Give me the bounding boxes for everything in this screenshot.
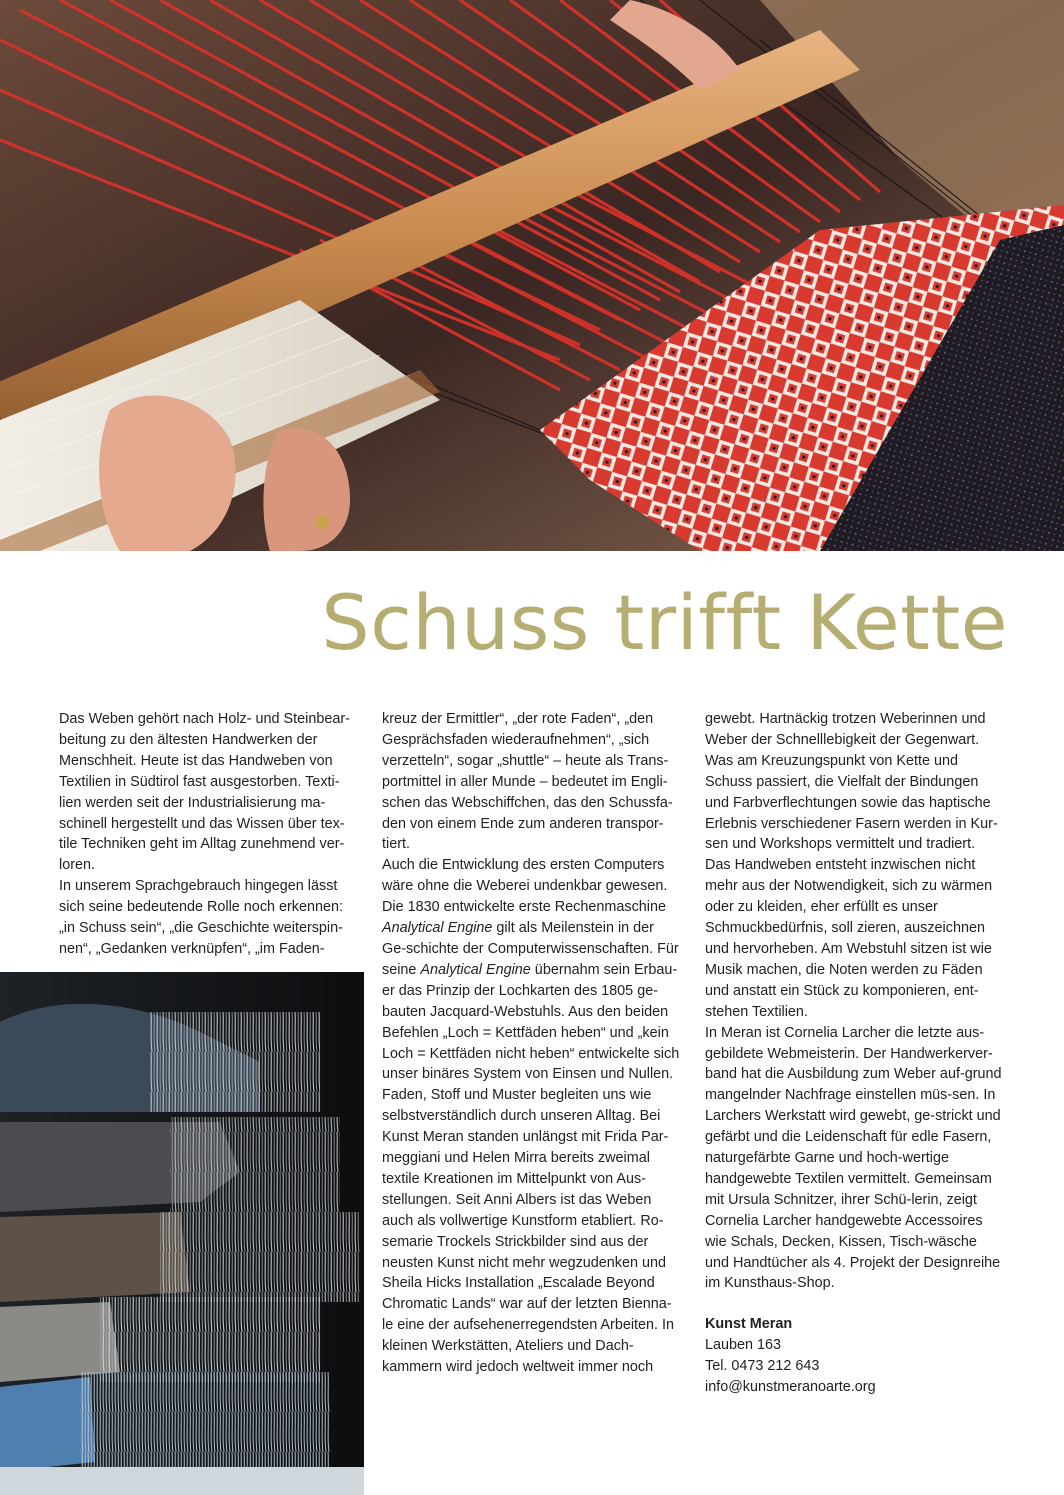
contact-block — [705, 1314, 1003, 1398]
text-run: Auch die Entwicklung des ersten Computers wäre ohne die Weberei undenkbar gewesen. Die 1830 entwickelte erste Rechenmaschine — [382, 857, 668, 916]
text-column-3 — [705, 709, 1003, 1398]
paragraph — [382, 709, 680, 855]
paragraph — [382, 855, 680, 1085]
text-run: übernahm sein Erbau-er das Prinzip der Lochkarten des 1805 ge-bauten Jacquard-Webstuhls. Aus den beiden Befehlen „Loch = Kettfäden heben“ und „kein Loch = Kettfäden nicht heben“ entwickelte sich unser binäres System von Einsen und Nullen. — [382, 961, 680, 1083]
paragraph — [382, 1085, 680, 1378]
paragraph: gewebt. Hartnäckig trotzen Weberinnen und Weber der Schnelllebigkeit der Gegenwart. Was am Kreuzungspunkt von Kette und Schuss passiert, die Vielfalt der Bindungen und Farbverflechtungen sowie das haptische Erlebnis verschiedener Fasern werden in Kur-sen und Workshops vermittelt und tradiert. — [705, 711, 998, 853]
contact-phone: Tel. 0473 212 643 — [705, 1358, 820, 1375]
paragraph: In Meran ist Cornelia Larcher die letzte aus-gebildete Webmeisterin. Der Handwerkerver-band hat die Ausbildung zum Weber auf-grund mangelnder Nachfrage einstellen müs-sen. In Larchers Werkstatt wird gewebt, ge-strickt und gefärbt und die Leidenschaft für edle Fasern, naturgefärbte Garne und hoch-wertige handgewebte Textilen vermittelt. Gemeinsam mit Ursula Schnitzer, ihrer Schü-lerin, zeigt Cornelia Larcher handgewebte Accessoires wie Schals, Decken, Kissen, Tisch-wäsche und Handtücher als 4. Projekt der Designreihe im Kunsthaus-Shop. — [705, 1024, 1002, 1292]
italic-term: Analytical Engine — [382, 920, 493, 937]
contact-email: info@kunstmeranoarte.org — [705, 1379, 876, 1396]
paragraph: In unserem Sprachgebrauch hingegen lässt sich seine bedeutende Rolle noch erkennen: „in Schuss sein“, „die Geschichte weiterspin-nen“, „Gedanken verknüpfen“, „im Faden- — [59, 878, 344, 957]
text-run: kreuz der Ermittler“, „der rote Faden“, „den Gesprächsfaden wiederaufnehmen“, „sich verzetteln“, sogar „shuttle“ – heute als Trans-portmittel in aller Munde – bedeutet im Engli-schen das Webschiffchen, das den Schussfa-den von einem Ende zum anderen transpor-tiert. — [382, 711, 673, 853]
text-run: gilt als Meilenstein in der Ge-schichte der Computerwissenschaften. Für seine — [382, 920, 679, 978]
paragraph: Das Weben gehört nach Holz- und Steinbear-beitung zu den ältesten Handwerken der Menschheit. Heute ist das Handweben von Textilien in Südtirol fast ausgestorben. Texti-lien werden seit der Industrialisierung ma-schinell hergestellt und das Wissen über tex-tile Techniken geht im Alltag zunehmend ver-loren. — [59, 711, 350, 874]
text-run: Faden, Stoff und Muster begleiten uns wie selbstverständlich durch unseren Alltag. Bei Kunst Meran standen unlängst mit Frida Par-meggiani und Helen Mirra bereits zweimal textile Kreationen im Mittelpunkt von Aus-stellungen. Seit Anni Albers ist das Weben auch als vollwertige Kunstform etabliert. Ro-semarie Trockels Strickbilder sind aus der neusten Kunst nicht mehr wegzudenken und Sheila Hicks Installation „Escalade Beyond Chromatic Lands“ war auf der letzten Bienna-le eine der aufsehenerregendsten Arbeiten. In kleinen Werkstätten, Ateliers und Dach-kammern wird jedoch weltweit immer noch — [382, 1087, 675, 1376]
text-column-1 — [59, 709, 357, 960]
hero-photo-loom — [0, 0, 1064, 551]
article-title: Schuss trifft Kette — [321, 578, 1008, 667]
text-column-2 — [382, 709, 680, 1378]
contact-name: Kunst Meran — [705, 1316, 793, 1333]
contact-street: Lauben 163 — [705, 1337, 782, 1354]
paragraph: Das Handweben entsteht inzwischen nicht mehr aus der Notwendigkeit, sich zu wärmen oder zu kleiden, eher erfüllt es unser Schmuckbedürfnis, soll zieren, auszeichnen und hervorheben. Am Webstuhl sitzen ist wie Musik machen, die Noten werden zu Fäden und anstatt ein Stück zu komponieren, ent-stehen Textilien. — [705, 857, 993, 1020]
italic-term: Analytical Engine — [420, 961, 531, 978]
photo-folded-textiles — [0, 972, 364, 1495]
